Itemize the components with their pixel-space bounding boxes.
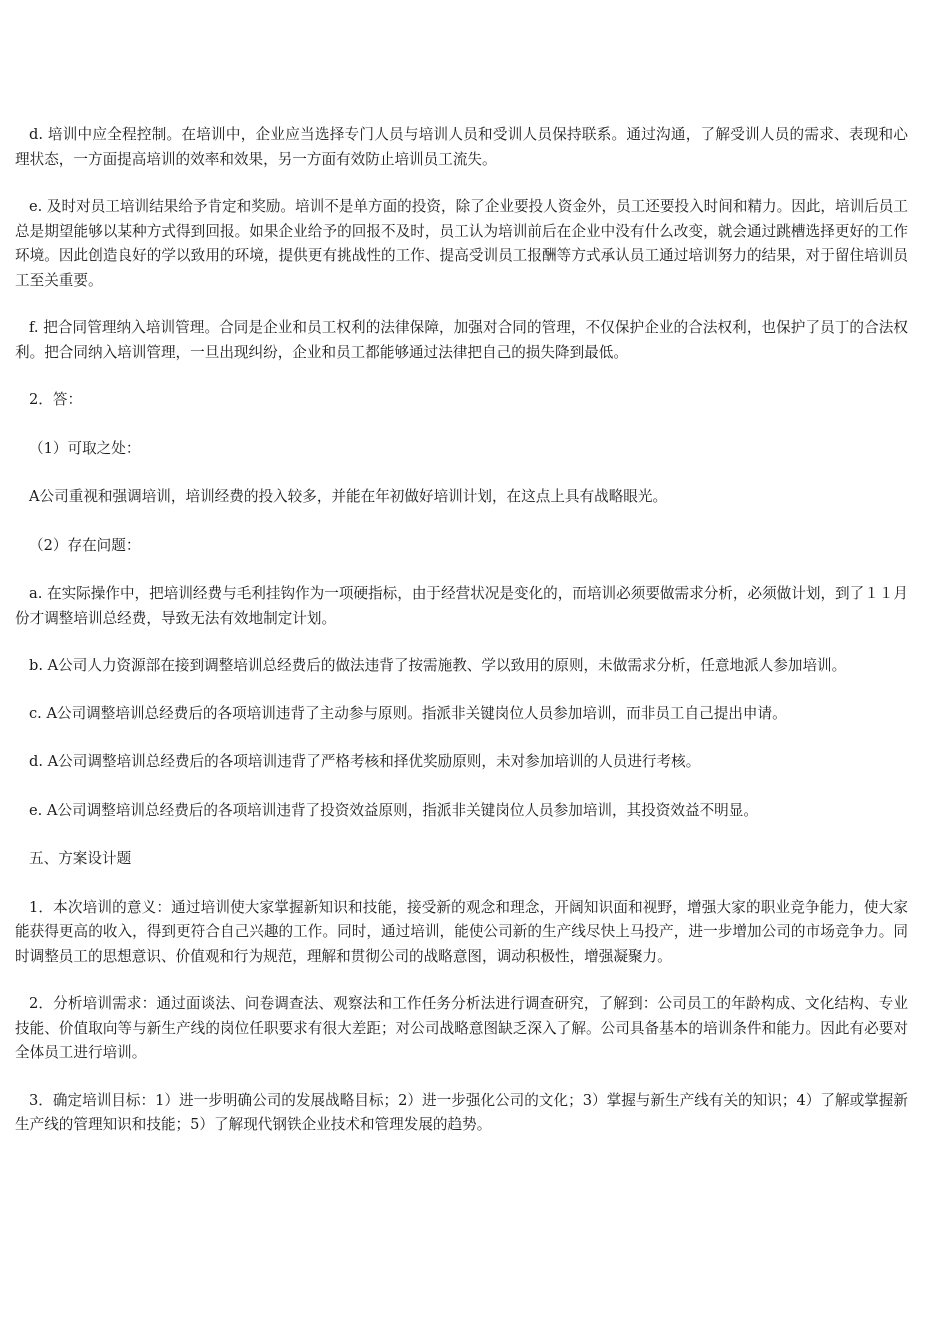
problem-item-e: e. A公司调整培训总经费后的各项培训违背了投资效益原则，指派非关键岗位人员参加培训，其投资效益不明显。 <box>29 801 758 819</box>
paragraph-item-d-control: d. 培训中应全程控制。在培训中，企业应当选择专门人员与培训人员和受训人员保持联系。通过沟通，了解受训人员的需求、表现和心理状态，一方面提高培训的效率和效果，另一方面有效防止培训员工流失。 <box>15 126 908 168</box>
problem-item-c: c. A公司调整培训总经费后的各项培训违背了主动参与原则。指派非关键岗位人员参加培训，而非员工自己提出申请。 <box>29 704 787 722</box>
plan-item-1-significance: 1．本次培训的意义：通过培训使大家掌握新知识和技能，接受新的观念和理念，开阔知识面和视野，增强大家的职业竞争能力，使大家能获得更高的收入，得到更符合自己兴趣的工作。同时，通过培训，能使公司新的生产线尽快上马投产，进一步增加公司的市场竞争力。同时调整员工的思想意识、价值观和行为规范，理解和贯彻公司的战略意图，调动积极性，增强凝聚力。 <box>15 898 908 965</box>
answer-2-heading: 2．答： <box>29 391 83 408</box>
section-5-heading: 五、方案设计题 <box>29 850 132 867</box>
problems-heading: （2）存在问题： <box>29 536 141 554</box>
problem-item-d: d. A公司调整培训总经费后的各项培训违背了严格考核和择优奖励原则，未对参加培训的人员进行考核。 <box>29 753 701 770</box>
problem-item-a: a. 在实际操作中，把培训经费与毛利挂钩作为一项硬指标，由于经营状况是变化的，而培训必须要做需求分析，必须做计划，到了１１月份才调整培训总经费，导致无法有效地制定计划。 <box>15 585 909 627</box>
document-body <box>15 123 908 1161</box>
plan-item-3-goals: 3．确定培训目标：1）进一步明确公司的发展战略目标；2）进一步强化公司的文化；3）掌握与新生产线有关的知识；4）了解或掌握新生产线的管理知识和技能；5）了解现代钢铁企业技术和管理发展的趋势。 <box>15 1091 908 1133</box>
plan-item-2-needs: 2．分析培训需求：通过面谈法、问卷调查法、观察法和工作任务分析法进行调查研究，了解到：公司员工的年龄构成、文化结构、专业技能、价值取向等与新生产线的岗位任职要求有很大差距；对公司战略意图缺乏深入了解。公司具备基本的培训条件和能力。因此有必要对全体员工进行培训。 <box>15 995 908 1061</box>
problem-item-b: b. A公司人力资源部在接到调整培训总经费后的做法违背了按需施教、学以致用的原则，未做需求分析，任意地派人参加培训。 <box>29 657 847 674</box>
merits-heading: （1）可取之处： <box>29 439 141 457</box>
merits-paragraph: A公司重视和强调培训，培训经费的投入较多，并能在年初做好培训计划，在这点上具有战略眼光。 <box>29 488 668 505</box>
paragraph-item-f-contract: f. 把合同管理纳入培训管理。合同是企业和员工权利的法律保障，加强对合同的管理，不仅保护企业的合法权利，也保护了员丁的合法权利。把合同纳入培训管理，一旦出现纠纷，企业和员工都能够通过法律把自己的损失降到最低。 <box>15 319 908 361</box>
paragraph-item-e-reward: e. 及时对员工培训结果给予肯定和奖励。培训不是单方面的投资，除了企业要投人资金外，员工还要投入时间和精力。因此，培训后员工总是期望能够以某种方式得到回报。如果企业给予的回报不及时，员工认为培训前后在企业中没有什么改变，就会通过跳槽选择更好的工作环境。因此创造良好的学以致用的环境，提供更有挑战性的工作、提高受训员工报酬等方式承认员工通过培训努力的结果，对于留住培训员工至关重要。 <box>15 198 908 289</box>
